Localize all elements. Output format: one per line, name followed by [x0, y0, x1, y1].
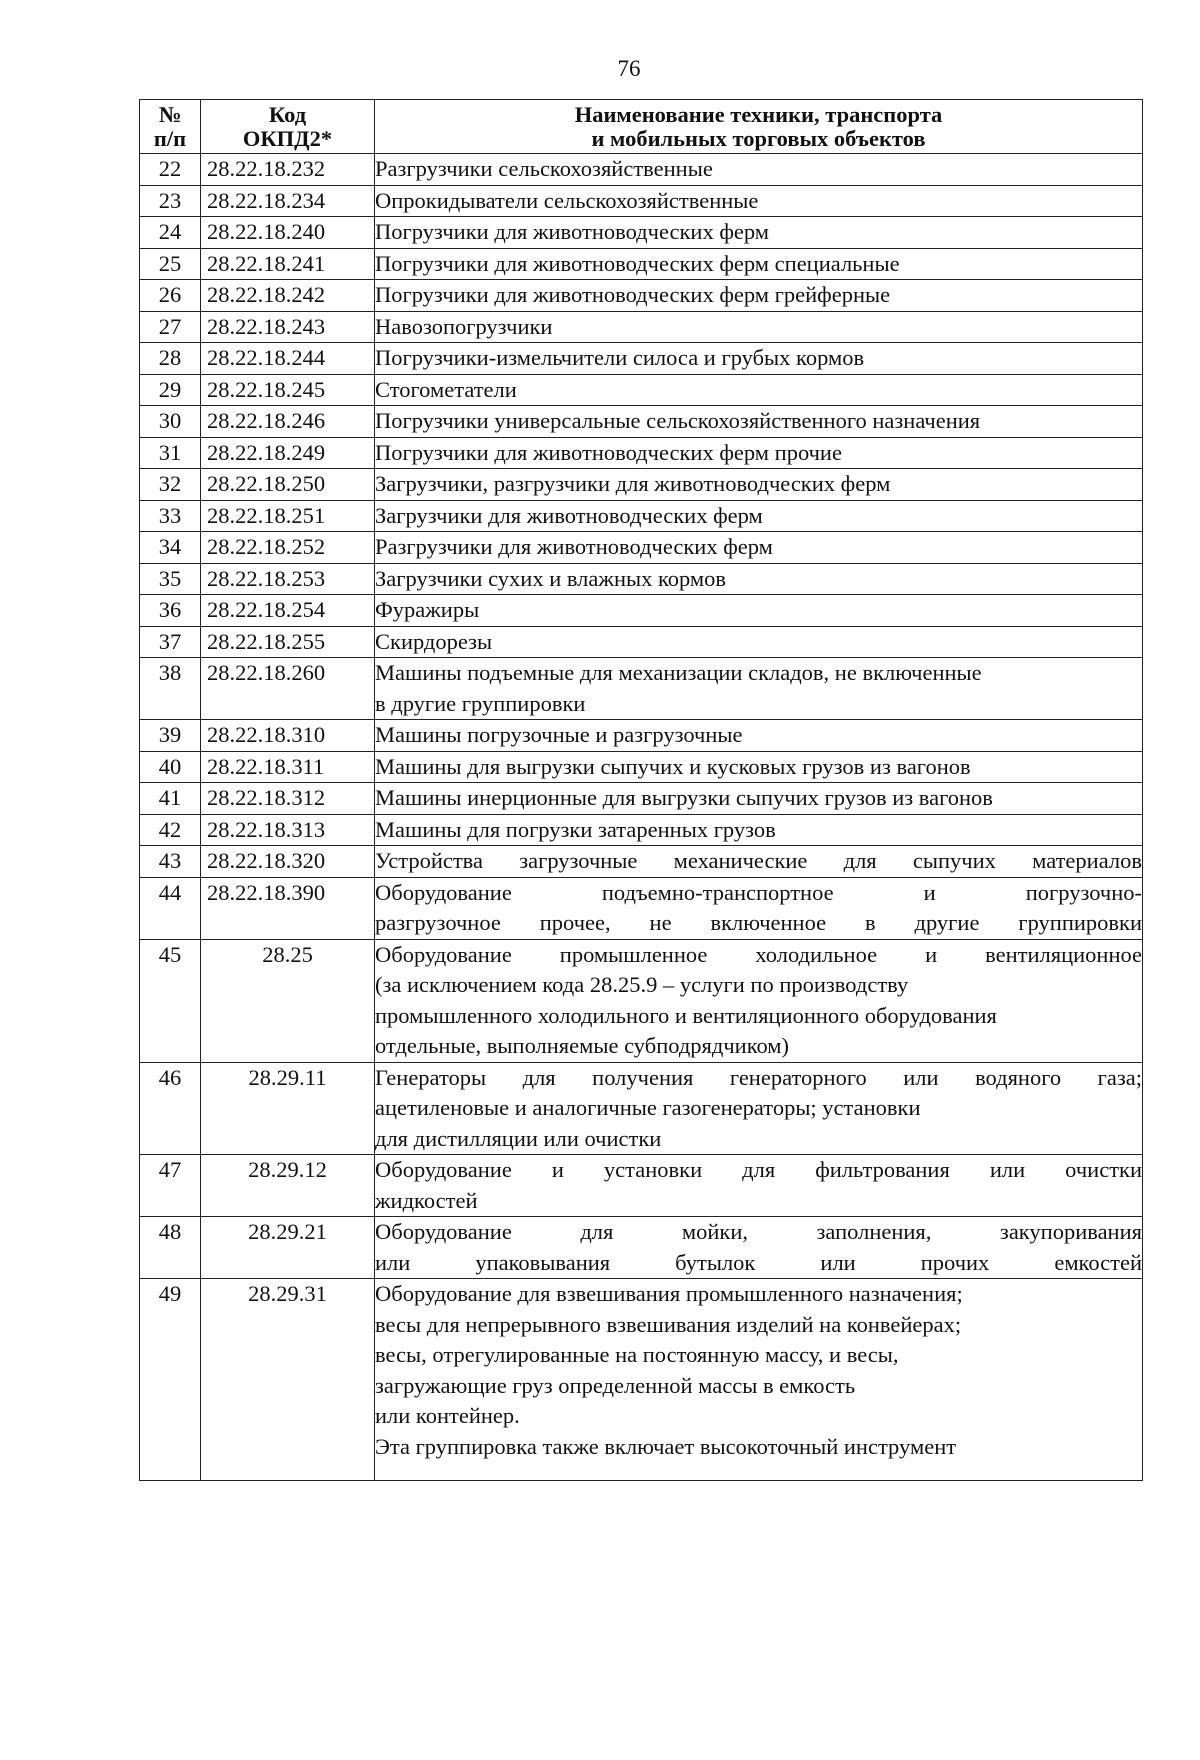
okpd2-code: 28.22.18.253 — [201, 563, 375, 595]
item-name-line: Опрокидыватели сельскохозяйственные — [375, 187, 759, 213]
okpd2-code: 28.29.21 — [201, 1217, 375, 1279]
table-row — [140, 1279, 1143, 1481]
table-row — [140, 1062, 1143, 1155]
row-number: 35 — [140, 563, 201, 595]
item-name-line: Устройства загрузочные механические для сыпучих материалов — [375, 848, 1142, 873]
item-name — [375, 626, 1143, 658]
item-name-line: Загрузчики сухих и влажных кормов — [375, 565, 727, 591]
table-row — [140, 154, 1143, 186]
item-name — [375, 658, 1143, 720]
item-name-line: для дистилляции или очистки — [375, 1125, 662, 1151]
row-number: 47 — [140, 1155, 201, 1217]
table-row — [140, 406, 1143, 438]
item-name-line: отдельные, выполняемые субподрядчиком) — [375, 1033, 790, 1058]
row-number: 28 — [140, 343, 201, 375]
table-row — [140, 658, 1143, 720]
row-number: 27 — [140, 311, 201, 343]
table-row — [140, 343, 1143, 375]
item-name — [375, 814, 1143, 846]
table-row — [140, 248, 1143, 280]
okpd2-code: 28.22.18.241 — [201, 248, 375, 280]
table-row — [140, 626, 1143, 658]
row-number: 32 — [140, 469, 201, 501]
item-name — [375, 374, 1143, 406]
okpd2-code: 28.22.18.245 — [201, 374, 375, 406]
item-name-line: в другие группировки — [375, 690, 586, 716]
item-name — [375, 185, 1143, 217]
okpd2-code: 28.22.18.260 — [201, 658, 375, 720]
row-number: 30 — [140, 406, 201, 438]
okpd2-code: 28.22.18.251 — [201, 500, 375, 532]
item-name-line: Оборудование подъемно-транспортное и погрузочно- — [375, 879, 1142, 905]
row-number: 34 — [140, 532, 201, 564]
item-name — [375, 751, 1143, 783]
okpd2-code: 28.22.18.242 — [201, 280, 375, 312]
item-name — [375, 877, 1143, 939]
item-name-line: весы для непрерывного взвешивания изделий на конвейерах; — [375, 1311, 962, 1337]
table-row — [140, 185, 1143, 217]
okpd2-code: 28.29.11 — [201, 1062, 375, 1155]
row-number: 22 — [140, 154, 201, 186]
okpd2-code: 28.22.18.313 — [201, 814, 375, 846]
header-number-line: № — [158, 102, 182, 127]
item-name-line: Скирдорезы — [375, 628, 493, 654]
row-number: 24 — [140, 217, 201, 249]
header-name-line: Наименование техники, транспорта — [574, 102, 943, 127]
row-number: 48 — [140, 1217, 201, 1279]
item-name — [375, 1279, 1143, 1481]
table-row — [140, 1155, 1143, 1217]
item-name — [375, 500, 1143, 532]
okpd2-code: 28.22.18.243 — [201, 311, 375, 343]
item-name-line: весы, отрегулированные на постоянную массу, и весы, — [375, 1342, 899, 1367]
okpd2-code: 28.22.18.232 — [201, 154, 375, 186]
item-name-line: загружающие груз определенной массы в емкость — [375, 1372, 856, 1398]
item-name-line: ацетиленовые и аналогичные газогенераторы; установки — [375, 1095, 921, 1120]
item-name — [375, 280, 1143, 312]
okpd2-code: 28.22.18.246 — [201, 406, 375, 438]
item-name-line: Погрузчики-измельчители силоса и грубых кормов — [375, 345, 865, 370]
okpd2-code: 28.22.18.254 — [201, 595, 375, 627]
item-name-line: промышленного холодильного и вентиляционного оборудования — [375, 1002, 997, 1028]
header-name-line: и мобильных торговых объектов — [591, 126, 926, 151]
item-name — [375, 343, 1143, 375]
item-name-line: Машины подъемные для механизации складов, не включенные — [375, 660, 982, 685]
item-name-line: Оборудование промышленное холодильное и вентиляционное — [375, 941, 1142, 967]
row-number: 25 — [140, 248, 201, 280]
item-name — [375, 437, 1143, 469]
item-name-line: Машины инерционные для выгрузки сыпучих грузов из вагонов — [375, 785, 993, 810]
row-number: 33 — [140, 500, 201, 532]
item-name-line: Загрузчики, разгрузчики для животноводческих ферм — [375, 471, 891, 496]
row-number: 36 — [140, 595, 201, 627]
okpd2-code: 28.22.18.320 — [201, 846, 375, 878]
okpd2-code: 28.22.18.244 — [201, 343, 375, 375]
item-name-line: Генераторы для получения генераторного или водяного газа; — [375, 1064, 1142, 1090]
item-name — [375, 532, 1143, 564]
item-name — [375, 939, 1143, 1062]
row-number: 38 — [140, 658, 201, 720]
row-number: 23 — [140, 185, 201, 217]
item-name-line: Навозопогрузчики — [375, 313, 553, 339]
row-number: 46 — [140, 1062, 201, 1155]
row-number: 44 — [140, 877, 201, 939]
row-number: 45 — [140, 939, 201, 1062]
row-number: 39 — [140, 720, 201, 752]
table-row — [140, 877, 1143, 939]
row-number: 43 — [140, 846, 201, 878]
table-row — [140, 469, 1143, 501]
item-name-line: Погрузчики для животноводческих ферм грейферные — [375, 282, 891, 307]
item-name-line: Машины погрузочные и разгрузочные — [375, 722, 743, 747]
header-name — [375, 100, 1143, 154]
okpd2-code: 28.29.12 — [201, 1155, 375, 1217]
row-number: 29 — [140, 374, 201, 406]
okpd2-code: 28.22.18.249 — [201, 437, 375, 469]
row-number: 41 — [140, 783, 201, 815]
equipment-table — [139, 99, 1143, 1481]
table-row — [140, 751, 1143, 783]
table-row — [140, 311, 1143, 343]
item-name-line: Оборудование и установки для фильтрования или очистки — [375, 1157, 1142, 1182]
okpd2-code: 28.22.18.234 — [201, 185, 375, 217]
item-name-line: или контейнер. — [375, 1403, 520, 1428]
item-name-line: Оборудование для взвешивания промышленного назначения; — [375, 1281, 963, 1306]
item-name — [375, 154, 1143, 186]
item-name-line: жидкостей — [375, 1187, 478, 1213]
item-name — [375, 406, 1143, 438]
item-name — [375, 217, 1143, 249]
item-name-line: Загрузчики для животноводческих ферм — [375, 502, 763, 528]
item-name-line: Фуражиры — [375, 597, 480, 622]
table-row — [140, 1217, 1143, 1279]
row-number: 31 — [140, 437, 201, 469]
item-name — [375, 1155, 1143, 1217]
item-name — [375, 783, 1143, 815]
item-name-line: Машины для погрузки затаренных грузов — [375, 816, 776, 842]
row-number: 49 — [140, 1279, 201, 1481]
item-name-line: Оборудование для мойки, заполнения, закупоривания — [375, 1219, 1142, 1244]
okpd2-code: 28.22.18.255 — [201, 626, 375, 658]
item-name-line: Разгрузчики сельскохозяйственные — [375, 156, 713, 181]
table-row — [140, 563, 1143, 595]
item-name — [375, 720, 1143, 752]
header-code-line: Код — [268, 102, 307, 127]
item-name-line: Погрузчики для животноводческих ферм прочие — [375, 439, 842, 465]
table-row — [140, 783, 1143, 815]
header-number-line: п/п — [153, 126, 187, 151]
header-code — [201, 100, 375, 154]
okpd2-code: 28.29.31 — [201, 1279, 375, 1481]
okpd2-code: 28.25 — [201, 939, 375, 1062]
item-name — [375, 846, 1143, 878]
item-name — [375, 248, 1143, 280]
okpd2-code: 28.22.18.311 — [201, 751, 375, 783]
okpd2-code: 28.22.18.250 — [201, 469, 375, 501]
okpd2-code: 28.22.18.310 — [201, 720, 375, 752]
table-row — [140, 280, 1143, 312]
item-name-line: разгрузочное прочее, не включенное в другие группировки — [375, 910, 1142, 935]
table-row — [140, 500, 1143, 532]
item-name — [375, 1217, 1143, 1279]
item-name-line: или упаковывания бутылок или прочих емкостей — [375, 1249, 1142, 1275]
table-row — [140, 720, 1143, 752]
table-body — [140, 154, 1143, 1481]
table-row — [140, 846, 1143, 878]
table-row — [140, 814, 1143, 846]
table-row — [140, 532, 1143, 564]
header-code-line: ОКПД2* — [242, 126, 333, 151]
table-row — [140, 595, 1143, 627]
item-name-line: Эта группировка также включает высокоточный инструмент — [375, 1433, 957, 1459]
item-name — [375, 563, 1143, 595]
row-number: 37 — [140, 626, 201, 658]
item-name-line: Погрузчики для животноводческих ферм специальные — [375, 250, 900, 276]
item-name-line: Разгрузчики для животноводческих ферм — [375, 534, 773, 559]
item-name — [375, 311, 1143, 343]
okpd2-code: 28.22.18.252 — [201, 532, 375, 564]
item-name-line: Машины для выгрузки сыпучих и кусковых грузов из вагонов — [375, 753, 971, 779]
table-row — [140, 437, 1143, 469]
table-row — [140, 374, 1143, 406]
table-row — [140, 217, 1143, 249]
table-row — [140, 939, 1143, 1062]
table-header-row — [140, 100, 1143, 154]
item-name-line: (за исключением кода 28.25.9 – услуги по производству — [375, 972, 909, 997]
row-number: 40 — [140, 751, 201, 783]
item-name-line: Стогометатели — [375, 376, 517, 402]
row-number: 42 — [140, 814, 201, 846]
page-number: 76 — [617, 56, 641, 81]
item-name — [375, 1062, 1143, 1155]
item-name-line: Погрузчики для животноводческих ферм — [375, 219, 770, 244]
okpd2-code: 28.22.18.240 — [201, 217, 375, 249]
row-number: 26 — [140, 280, 201, 312]
header-number — [140, 100, 201, 154]
item-name — [375, 469, 1143, 501]
item-name-line: Погрузчики универсальные сельскохозяйственного назначения — [375, 408, 981, 433]
okpd2-code: 28.22.18.312 — [201, 783, 375, 815]
okpd2-code: 28.22.18.390 — [201, 877, 375, 939]
item-name — [375, 595, 1143, 627]
